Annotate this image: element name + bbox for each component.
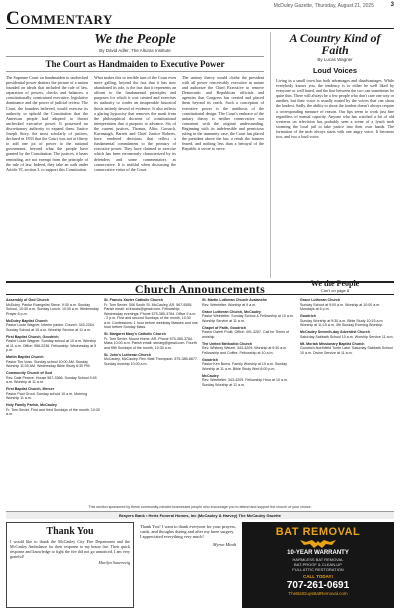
church-details: Fr. Tom Sevier. 506 South St. McCauley, AR. 567-5555. Parish email: st.francis@gmail.com. Fellowship: Wednesday evenings. Phone 575-385-3784. Office 9 a.m. - 2 p.m. First and second Sundays of the month, 10:30 a.m. Confessions: 1 hour before weekday Masses and one hour before Sunday Mass.	[104, 302, 198, 329]
faith-column	[270, 31, 394, 293]
sponsor-strip: Brayers Bank • Hertz Funeral Homes, Inc (McCauley & Harvey) The McCauley Gazette	[6, 511, 394, 519]
thank-you-notice-2	[138, 522, 238, 608]
church-announcements-title: Church Announcements	[134, 282, 266, 296]
opinion-text-col-1: The Supreme Court on handmaiden to unchecked presidential power shatters the picture of a nation founded on ideals that included the rule of law, separation of powers, checks and balances, a constitutionally constrained executive, legislative dominance and the power of judicial review. The Court, the founders believed, would exercise its authority to uphold the Constitution that the American people had adopted to thwart unchecked executive power. It possessed no discretionary authority to expand them. Justice Joseph Story, the most scholarly of justices, declared in 1833 that the Court was not at liberty to add one jot of power to the national government, beyond what the people have granted by the Constitution. The justices, it bears reminding, are not exempt from the principle of the rule of law. Indeed, they take an oath under Article VI, section 3, to support this Constitution.	[6, 75, 88, 172]
church-details: Pastor Darrel Pruitt. Office: 491-3267. Call for Times of worship.	[202, 330, 290, 339]
church-name: Goodrich	[300, 314, 316, 318]
church-entry	[6, 298, 100, 316]
church-name: Holy Family Parish, McCauley	[6, 403, 57, 407]
directory-col-1	[6, 298, 100, 504]
church-entry	[6, 355, 100, 369]
church-name: Mt. Moriah Missionary Baptist Church	[300, 341, 365, 346]
continued-note: Con't on page 8	[320, 288, 350, 293]
page-number: 3	[390, 2, 394, 8]
ad-services	[246, 557, 390, 572]
church-name: First Baptist Church, Goodrich	[6, 334, 59, 339]
church-name: First Baptist Church, Mercer	[6, 387, 55, 391]
ad-service-line: BAT-PROOF & CLEAN-UP	[294, 562, 342, 567]
church-entry	[202, 342, 296, 356]
bat-removal-ad[interactable]	[242, 522, 394, 608]
church-details: Pastor Ken Burns. Family Worship at 10 a.m. Sunday Worship at 11 a.m. Bible Study Wed 6:00 p.m.	[202, 362, 288, 371]
ad-website[interactable]: TheBatGuysBatRemoval.com	[288, 591, 348, 596]
church-entry	[300, 342, 394, 356]
section-title: Commentary	[6, 8, 113, 29]
opinion-text-col-2: What makes this so terrible turn of the Court even more galling, beyond the fact that it has now abandoned its role, is the fact that it represents an affront to the fundamental principles and purposes for which it was created and exercises its authority to confer an insuperable historical thesis entirely devoid of evidence. It also reflects a glaring hypocrisy that removes the mask from the philosophical doctrine of constitutional interpretation that it purports to advance. Six of the current justices, Thomas, Alito, Gorsuch, Kavanaugh, Barrett and Chief Justice Roberts, have rendered decisions that reflect a fundamental commitment to the primacy of executive power. They have claimed to exercise which has been erroneously characterized by its defenders and some commentators as conservative. It is truthful when discussing the conservative virtue of the Court.	[94, 75, 176, 172]
church-entry	[6, 403, 100, 417]
church-name: Grace Lutheran Church	[300, 298, 341, 302]
church-announcements-band	[6, 281, 394, 295]
thank-you-body: I would like to thank the McCauley City Fire Department and the McCauley Ambulance for their response to my house fire. Their quick response and knowledge to fight the fire did not go unnoticed. I am very grateful!	[10, 539, 130, 559]
church-entry	[6, 371, 100, 385]
church-details: Fr. Tom Sevier. First and third Sundays of the month, 10:30 a.m.	[6, 407, 100, 416]
opinion-headline: The Court as Handmaiden to Executive Power	[6, 56, 264, 72]
church-details: Pastor Louie Wagner. Sunday school at 10 a.m. Worship at 11 a.m. Office: 956-2236. Fellowship: Wednesday at 5 p.m.	[6, 339, 97, 352]
church-details: Rev. Weinfelter. 343-4209. Fellowship Hour at 10 a.m. Sunday Worship at 11 a.m.	[202, 378, 288, 387]
church-details: Sunday Worship at 9:30 a.m. Bible Study 10:15 a.m. Worship at 11:15 a.m. 4th Sunday Evening Worship.	[300, 318, 384, 327]
opinion-text-col-3: The unitary theory would clothe the president with all power conceivably executive in nature and authorize the Chief Executive to remove Democratic and Republican officials and agencies that Congress has created and placed them beyond its reach. Such a conception of executive power is the antithesis of the constitutional design. The Court's embrace of the unitary theory is neither conservative nor consistent with the original understanding. Beginning with its indefensible and pernicious ruling in the immunity case, the Court has placed the president above the law, a result the framers feared, and nothing less than a betrayal of the Republic it swore to serve.	[182, 75, 264, 152]
church-directory	[6, 298, 394, 504]
church-entry	[6, 319, 100, 333]
church-entry	[300, 298, 394, 312]
church-details: McDuley. Pastor Evangelist Steve. 9:30 a.m. Sunday School, 10:30 a.m. Sunday Lunch. 10:30 a.m. Wednesday Prayer 6 p.m.	[6, 302, 99, 316]
ad-brand: BAT REMOVAL	[275, 526, 361, 538]
faith-subhead: Loud Voices	[312, 66, 358, 75]
church-details: Pastor Tim Voss. Sunday school 10:00 AM. Sunday Worship 11:00 AM. Wednesday Bible Study 6:30 PM.	[6, 359, 91, 368]
sponsor-note: This section sponsored by these community-minded businesses people who encourage you to attend and support the church of your choice.	[88, 505, 312, 509]
church-name: McCauley	[202, 373, 219, 378]
church-entry	[202, 358, 296, 372]
church-entry	[300, 330, 394, 339]
church-name: St. Margaret Mary's Catholic Church	[104, 332, 166, 336]
church-entry	[104, 332, 198, 350]
ad-service-line: HARMLESS BAT REMOVAL	[292, 557, 344, 562]
church-details: Pastor Paul Grout. Sunday school 10 a.m. Morning Worship 11 a.m.	[6, 391, 88, 400]
church-entry	[6, 387, 100, 401]
church-name: Assembly of God Church	[6, 298, 50, 302]
church-details: McCauley, McCauley. Rev. Matt Thompson. 575-385-6677. Sunday worship 10:00 a.m.	[104, 357, 198, 366]
faith-byline: By Lucas Wagner	[317, 57, 353, 62]
opinion-column	[6, 32, 264, 278]
church-details: Rev. Whitney Wetzel. 343-4209. Worship at 9:30 a.m. Fellowship and Coffee. Fellowship at 10 a.m.	[202, 346, 288, 355]
church-name: Martin Baptist Church	[6, 355, 44, 359]
paper-date-line: McDuley Gazette, Thursday, August 21, 2025	[273, 3, 374, 9]
church-details: Rev. Weinfelter. Worship at 9 a.m.	[202, 302, 257, 307]
church-entry	[202, 298, 296, 307]
church-entry	[202, 326, 296, 340]
church-name: Community Church of God	[6, 371, 52, 375]
faith-text: Living in a small town has both advantages and disadvantages. While everybody knows you, the tendency is to either be well liked by everyone or well hated, and the line between the two can sometimes be quite thin. There will always be a few people who don't care one way or another, but their voice is usually muted by the voices that can shout the loudest. Sadly, the ability to shout the loudest doesn't always require a corresponding measure of reason. Our lips seem to work just fine regardless of mental capacity. Anyone who has watched a bit of old westerns on television has probably seen a scene of a lynch mob storming the local jail to take justice into their own hands. The formation of the mob always starts with one angry voice. It becomes two, and two a loud voice.	[276, 78, 394, 140]
church-name: Chapel of Faith, Goodrich	[202, 325, 246, 330]
bat-icon	[300, 539, 336, 549]
church-name: McDuley Baptist Church	[6, 318, 48, 323]
church-entry	[104, 353, 198, 367]
church-entry	[104, 298, 198, 330]
church-name: St. John's Lutheran Church	[104, 352, 151, 357]
church-details: Pastor Louie Wagner, interim pastor. Church: 343-2264. Sunday School at 10 a.m. Worship Service at 11 a.m.	[6, 323, 95, 332]
church-name: Grace Lutheran Church, McCauley	[202, 309, 261, 314]
church-name: St. Martin Lutheran Church Avalanche	[202, 298, 268, 302]
thank-you-signature: Marilyn Sauerweig	[98, 560, 130, 565]
thank-you-title: Thank You	[46, 526, 94, 537]
church-entry	[202, 374, 296, 388]
directory-col-4	[300, 298, 394, 504]
faith-column-name: A Country Kind of Faith	[289, 31, 381, 57]
church-entry	[6, 335, 100, 353]
opinion-column-name: We the People	[94, 32, 176, 47]
church-details: Goodrich-Northfield Turtle Lake. Saturday Sabbath School 10 a.m. Divine Service at 11 a.m.	[300, 346, 393, 355]
church-entry	[202, 310, 296, 324]
ad-phone[interactable]: 707-261-0691	[286, 580, 350, 591]
directory-col-2	[104, 298, 198, 504]
church-name: McCauley Seventh-day Adventist Church	[300, 330, 370, 334]
church-name: St. Francis Xavier Catholic Church	[104, 298, 163, 302]
directory-col-3	[202, 298, 296, 504]
continued-column-name: We the People	[310, 279, 360, 288]
thank-you-2-signature: Myron Mindt	[212, 541, 236, 547]
ad-warranty: 10-YEAR WARRANTY	[287, 550, 349, 556]
thank-you-2-body: Thank You! I want to thank everyone for your prayers, cards, and thoughts during and after my knee surgery. I appreciated everything very much!	[140, 524, 236, 540]
ad-cta: CALL TODAY!	[303, 574, 333, 579]
ad-service-line: FULL ATTIC RESTORATION	[292, 567, 344, 572]
opinion-byline: By David Adler, The Alturas Institute	[99, 48, 171, 53]
church-entry	[300, 314, 394, 328]
section-masthead	[6, 9, 394, 29]
church-details: Fr. Tom Sevier. Mount Home, AR. Phone 575-385-3784. Mass 10:00 a.m. Parish email: stmarg@gmail.com. Fourth and fifth Sundays of the month, 10:30 a.m.	[104, 336, 197, 350]
church-details: Rev. Dale Pearce. House 567-3366. Sunday School 9:45 a.m. Worship at 11 a.m.	[6, 375, 97, 384]
opinion-body	[6, 75, 264, 271]
church-details: Pastor Weinfelter. Sunday School & Fellowship at 10 a.m. Worship Service at 11 a.m.	[202, 314, 294, 323]
church-name: Goodrich	[202, 357, 218, 362]
church-name: The United Methodist Church	[202, 341, 253, 346]
thank-you-notice	[6, 522, 134, 608]
church-details: Sunday School at 9:00 a.m. Worship at 10:00 a.m. Mondays at 6 p.m.	[300, 302, 381, 311]
church-details: Saturday Sabbath School 10 a.m. Worship Service 11 a.m.	[300, 334, 394, 339]
